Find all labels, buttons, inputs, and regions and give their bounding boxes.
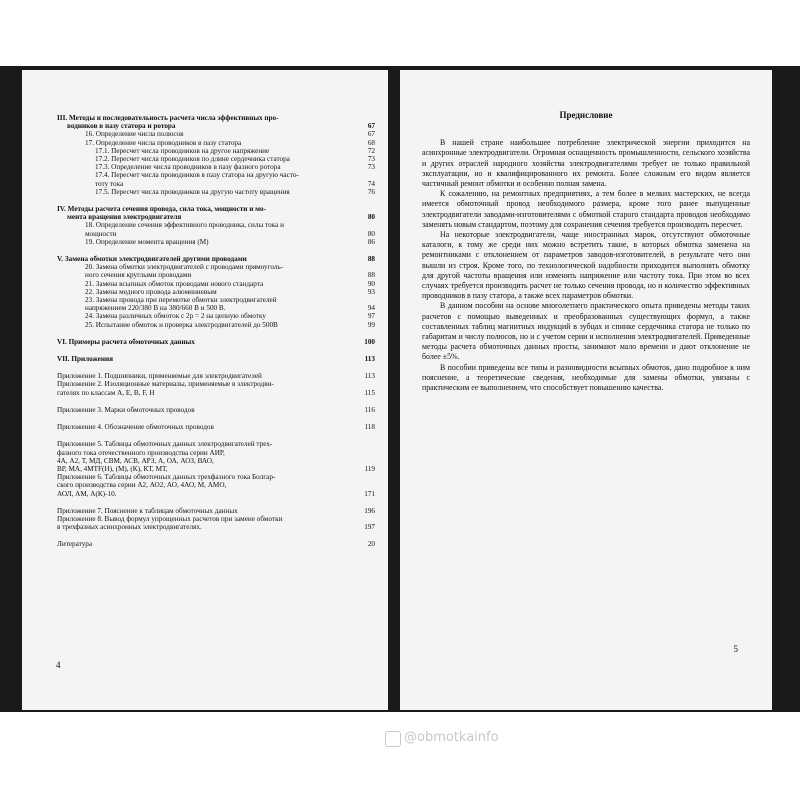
- toc-entry-page: 76: [367, 187, 375, 196]
- preface-paragraph: В нашей стране наибольшее потребление электрической энергии приходится на асинхронные электродвигатели. Огромная оснащенность промышленности, сельского хозяйства и других отраслей народного хозяйства электродвигателями требует не только правильной эксплуатации, но и квалифицированного их ремонта. Более сложным его видом является частичный ремонт обмотки и особенно полная замена.: [422, 138, 750, 189]
- toc-entry-page: 93: [367, 287, 375, 296]
- toc-entry: [57, 171, 375, 179]
- toc-entry-text: 24. Замена различных обмоток с 2р = 2 на цепную обмотку: [85, 312, 266, 321]
- toc-entry: [57, 205, 375, 213]
- toc-entry-page: 67: [367, 130, 375, 139]
- toc-entry-text: Приложение 4. Обозначение обмоточных проводов: [57, 423, 214, 432]
- toc-gap: [57, 431, 375, 440]
- toc-entry-text: ного сечения круглыми проводами: [85, 271, 192, 280]
- toc-entry: [57, 321, 375, 329]
- toc-entry-page: 115: [364, 388, 375, 397]
- toc-entry-text: в трехфазных асинхронных электродвигателях.: [57, 523, 202, 532]
- toc-entry-text: Литература: [57, 540, 93, 549]
- toc-entry-page: 113: [364, 355, 375, 364]
- toc-gap: [57, 246, 375, 255]
- toc-entry: [57, 114, 375, 122]
- toc-entry-text: Приложение 6. Таблицы обмоточных данных трехфазного тока Болгар-: [57, 473, 276, 482]
- toc-entry: [57, 423, 375, 431]
- toc-entry-text: 23. Замена провода при перемотке обмотки электродвигателей: [85, 296, 277, 305]
- toc-entry: [57, 540, 375, 548]
- toc-entry: [57, 481, 375, 489]
- toc-entry: [57, 440, 375, 448]
- toc-entry: [57, 304, 375, 312]
- toc-entry-text: Приложение 7. Пояснение к таблицам обмоточных данных: [57, 506, 238, 515]
- toc-entry-page: 88: [367, 271, 375, 280]
- toc-entry-text: Приложение 8. Вывод формул упрощенных расчетов при замене обмотки: [57, 514, 283, 523]
- toc-entry-page: 196: [364, 506, 375, 515]
- preface-paragraph: На некоторые электродвигатели, чаще иностранных марок, отсутствуют обмоточные каталоги, к тому же среди них можно встретить такие, в которых обмотка заменена на ремонтниками с отклонением от параметров заводов-изготовителей, в результате чего они вышли из строя. Кроме того, по технологической надобности приходится выполнять обмотку для другой частоты вращения или изменять напряжение или частоту тока. При этом во всех случаях требуется производить расчет не только сечения провода, но и количество эффективных проводников в пазу статора, а также всех параметров обмотки.: [422, 230, 750, 301]
- toc-gap: [57, 498, 375, 507]
- toc-entry: [57, 155, 375, 163]
- toc-entry: [57, 288, 375, 296]
- toc-entry-text: V. Замена обмотки электродвигателей другими проводами: [57, 255, 247, 264]
- toc-entry-text: 17.5. Пересчет числа проводников на другую частоту вращения: [95, 187, 290, 196]
- toc-entry-text: фазного тока отечественного производства серии АИР,: [57, 448, 225, 457]
- toc-entry: [57, 296, 375, 304]
- toc-entry-text: 4А, А2, Т, МД, СВМ, АСВ, АРЗ, А, ОА, АОЗ, ВАО,: [57, 456, 214, 465]
- toc-entry: [57, 457, 375, 465]
- toc-entry-page: 73: [367, 163, 375, 172]
- toc-entry: [57, 230, 375, 238]
- toc-entry: [57, 280, 375, 288]
- toc-entry-page: 118: [364, 423, 375, 432]
- toc-entry: [57, 139, 375, 147]
- toc-entry-text: мента вращения электродвигателя: [67, 213, 182, 222]
- toc-entry: [57, 213, 375, 221]
- toc-gap: [57, 196, 375, 205]
- toc-entry: [57, 122, 375, 130]
- toc-entry-page: 113: [364, 372, 375, 381]
- toc-entry-page: 80: [367, 229, 375, 238]
- toc-entry: [57, 389, 375, 397]
- toc-entry: [57, 406, 375, 414]
- watermark-text: @obmotkainfo: [404, 730, 499, 745]
- toc-entry-text: 22. Замена медного провода алюминиевым: [85, 287, 217, 296]
- toc-entry-page: 100: [364, 337, 375, 346]
- toc-entry-page: 74: [367, 179, 375, 188]
- toc-entry-text: гателях по классам А, Е, В, F, Н: [57, 388, 155, 397]
- toc-gap: [57, 346, 375, 355]
- page-number-left: 4: [56, 660, 61, 670]
- toc-entry-text: 17.3. Определение числа проводников в пазу фазного ротора: [95, 163, 281, 172]
- toc-entry: [57, 163, 375, 171]
- toc-entry: [57, 372, 375, 380]
- left-page: [22, 70, 388, 710]
- toc-entry-text: Приложение 3. Марки обмоточных проводов: [57, 405, 195, 414]
- toc-entry-page: 197: [364, 523, 375, 532]
- toc-entry-text: 17.2. Пересчет числа проводников по длине сердечника статора: [95, 155, 290, 164]
- toc-gap: [57, 531, 375, 540]
- toc-entry-page: 67: [367, 122, 375, 131]
- preface-paragraph: В пособии приведены все типы и разновидности всыпных обмоток, дано подробное к ним пояснение, а теоретические сведения, необходимые для замены обмотки, увязаны с практическим ее выполнением, что способствует повышению качества.: [422, 362, 750, 393]
- toc-entry-page: 80: [367, 213, 375, 222]
- preface: [422, 110, 750, 393]
- toc-entry: [57, 312, 375, 320]
- toc-entry: [57, 515, 375, 523]
- toc-entry-text: 18. Определение сечения эффективного проводника, силы тока и: [85, 221, 284, 230]
- toc-entry-text: мощности: [85, 229, 117, 238]
- toc-entry-text: III. Методы и последовательность расчета числа эффективных про-: [57, 114, 279, 122]
- table-of-contents: [57, 114, 375, 549]
- toc-entry-text: VI. Примеры расчета обмоточных данных: [57, 337, 195, 346]
- toc-entry-text: Приложение 5. Таблицы обмоточных данных электродвигателей трех-: [57, 440, 273, 449]
- toc-entry: [57, 507, 375, 515]
- right-page: [400, 70, 772, 710]
- toc-entry: [57, 338, 375, 346]
- toc-entry-text: 19. Определение момента вращения (М): [85, 237, 209, 246]
- toc-entry-text: VII. Приложения: [57, 355, 114, 364]
- toc-entry: [57, 180, 375, 188]
- toc-gap: [57, 363, 375, 372]
- toc-entry: [57, 263, 375, 271]
- toc-entry-page: 68: [367, 138, 375, 147]
- toc-entry-text: ского производства серии А2, АО2, АО, 4АО, М, АМО,: [57, 481, 227, 490]
- toc-entry-page: 94: [367, 304, 375, 313]
- preface-paragraph: В данном пособии на основе многолетнего практического опыта приведены методы таких расчетов с помощью выведенных и преобразованных существующих формул, а также составленных таблиц магнитных индукций в зубцах и спинке сердечника статора не только по габаритам и числу полюсов, но и с учетом серии и исполнения электродвигателей. Приведенные методы расчета обмоточных данных просты, занимают мало времени и дают отклонение не более ±5%.: [422, 301, 750, 362]
- toc-entry-text: 25. Испытание обмоток и проверка электродвигателей до 500В: [85, 320, 278, 329]
- toc-entry-text: напряжением 220/380 В на 380/660 В и 500 В.: [85, 304, 226, 313]
- toc-entry-text: АОЛ, АМ, А(К)-10.: [57, 489, 117, 498]
- toc-entry-text: 16. Определение числа полюсов: [85, 130, 184, 139]
- toc-entry: [57, 221, 375, 229]
- toc-entry-text: ВР, МА, 4МТF(Н), (М), (К), КТ, МТ,: [57, 464, 168, 473]
- toc-entry: [57, 238, 375, 246]
- preface-paragraph: К сожалению, на ремонтных предприятиях, а тем более в мелких мастерских, не всегда имеется обмоточный провод необходимого размера, кроме того ранее выпущенные электродвигатели заводами-изготовителями с обмоткой старого стандарта проводов необходимо заменять новым стандартом, поэтому для сохранения сечения требуется производить пересчет.: [422, 189, 750, 229]
- watermark-logo-icon: [385, 731, 401, 747]
- toc-entry: [57, 473, 375, 481]
- toc-entry-text: 20. Замена обмотки электродвигателей с проводами прямоуголь-: [85, 263, 284, 272]
- toc-entry: [57, 147, 375, 155]
- toc-entry: [57, 490, 375, 498]
- toc-entry-page: 90: [367, 279, 375, 288]
- preface-title: Предисловие: [559, 110, 613, 120]
- toc-entry-page: 116: [364, 405, 375, 414]
- toc-entry: [57, 449, 375, 457]
- toc-entry-text: Приложение 1. Подшипники, применяемые для электродвигателей: [57, 372, 262, 381]
- toc-entry-page: 73: [367, 155, 375, 164]
- toc-entry-page: 171: [364, 489, 375, 498]
- toc-entry-text: водников в пазу статора и ротора: [67, 122, 176, 131]
- toc-entry: [57, 465, 375, 473]
- toc-entry-page: 72: [367, 146, 375, 155]
- toc-entry: [57, 255, 375, 263]
- toc-entry-text: Приложение 2. Изоляционные материалы, применяемые в электродви-: [57, 380, 274, 389]
- page-number-right: 5: [733, 644, 738, 654]
- toc-entry: [57, 188, 375, 196]
- toc-gap: [57, 397, 375, 406]
- toc-entry-text: 17. Определение числа проводников в пазу статора: [85, 138, 242, 147]
- toc-entry: [57, 271, 375, 279]
- toc-entry-text: тоту тока: [95, 179, 124, 188]
- toc-entry-page: 86: [367, 237, 375, 246]
- toc-entry-page: 88: [367, 255, 375, 264]
- toc-entry-page: 20: [367, 540, 375, 549]
- toc-entry: [57, 130, 375, 138]
- toc-entry-page: 119: [364, 464, 375, 473]
- toc-entry: [57, 380, 375, 388]
- toc-entry: [57, 523, 375, 531]
- toc-entry-text: 21. Замена всыпных обмоток проводами нового стандарта: [85, 279, 264, 288]
- toc-entry: [57, 355, 375, 363]
- toc-entry-text: IV. Методы расчета сечения провода, сила тока, мощности и мо-: [57, 205, 266, 214]
- toc-entry-page: 97: [367, 312, 375, 321]
- toc-gap: [57, 414, 375, 423]
- toc-gap: [57, 329, 375, 338]
- toc-entry-page: 99: [367, 320, 375, 329]
- toc-entry-text: 17.1. Пересчет числа проводников на другое напряжение: [95, 146, 270, 155]
- toc-entry-text: 17.4. Пересчет числа проводников в пазу статора на другую часто-: [95, 171, 299, 180]
